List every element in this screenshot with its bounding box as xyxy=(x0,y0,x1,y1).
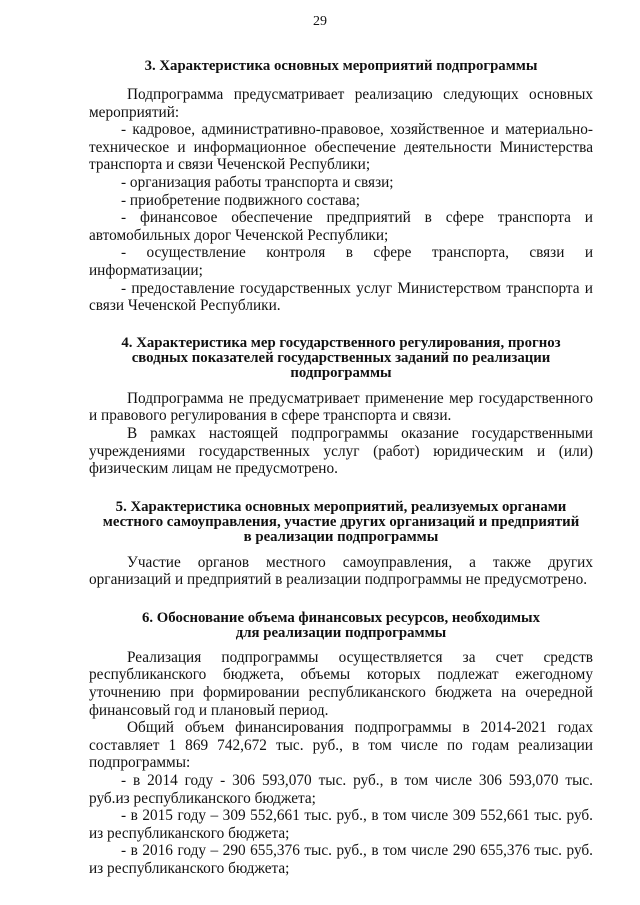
section-5-paragraph: Участие органов местного самоуправления, а также других организаций и предприятий в реализации подпрограммы не предусмотрено. xyxy=(89,553,593,589)
section-3-heading: 3. Характеристика основных мероприятий подпрограммы xyxy=(144,58,538,74)
section-4-heading-line: сводных показателей государственных заданий по реализации xyxy=(131,349,551,366)
section-4-paragraph: Подпрограмма не предусматривает применение мер государственного и правового регулирования в сфере транспорта и связи. xyxy=(89,389,593,425)
section-3-item: - осуществление контроля в сфере транспорта, связи и информатизации; xyxy=(89,244,593,279)
section-4-heading-line: подпрограммы xyxy=(290,364,392,381)
section-6-item: - в 2015 году – 309 552,661 тыс. руб., в том числе 309 552,661 тыс. руб. из республиканского бюджета; xyxy=(89,807,593,842)
page-number: 29 xyxy=(313,14,327,29)
section-6-heading-line: 6. Обоснование объема финансовых ресурсов, необходимых xyxy=(141,609,541,626)
section-6-paragraph: Реализация подпрограммы осуществляется за счет средств республиканского бюджета, объемы которых подлежат ежегодному уточнению при формировании республиканского бюджета на очередной финансовый год и плановый период. xyxy=(89,648,593,719)
section-4-heading xyxy=(89,336,593,381)
section-6-item: - в 2016 году – 290 655,376 тыс. руб., в том числе 290 655,376 тыс. руб. из республиканского бюджета; xyxy=(89,842,593,877)
section-3-item: - организация работы транспорта и связи; xyxy=(121,173,394,191)
page-content xyxy=(89,59,593,878)
section-5-heading-line: в реализации подпрограммы xyxy=(243,528,439,545)
section-3-item: - предоставление государственных услуг Министерством транспорта и связи Чеченской Республики. xyxy=(89,279,593,315)
section-5-heading xyxy=(89,500,593,545)
section-6-heading-line: для реализации подпрограммы xyxy=(235,624,447,641)
section-3-item: - приобретение подвижного состава; xyxy=(121,191,360,209)
section-6-item: - в 2014 году - 306 593,070 тыс. руб., в том числе 306 593,070 тыс. руб.из республиканского бюджета; xyxy=(89,772,593,807)
section-6-paragraph: Общий объем финансирования подпрограммы в 2014-2021 годах составляет 1 869 742,672 тыс. руб., в том числе по годам реализации подпрограммы: xyxy=(89,719,593,772)
section-5-heading-line: местного самоуправления, участие других организаций и предприятий xyxy=(102,513,580,530)
section-3-item: - финансовое обеспечение предприятий в сфере транспорта и автомобильных дорог Чеченской Республики; xyxy=(89,209,593,244)
section-3-intro: Подпрограмма предусматривает реализацию следующих основных мероприятий: xyxy=(89,86,593,121)
section-3-item: - кадровое, административно-правовое, хозяйственное и материально-техническое и информационное обеспечение деятельности Министерства транспорта и связи Чеченской Республики; xyxy=(89,121,593,174)
section-6-heading xyxy=(89,611,593,641)
section-4-paragraph: В рамках настоящей подпрограммы оказание государственными учреждениями государственных услуг (работ) юридическим и (или) физическим лицам не предусмотрено. xyxy=(89,424,593,478)
section-5-heading-line: 5. Характеристика основных мероприятий, реализуемых органами xyxy=(115,498,567,515)
section-4-heading-line: 4. Характеристика мер государственного регулирования, прогноз xyxy=(121,334,561,351)
